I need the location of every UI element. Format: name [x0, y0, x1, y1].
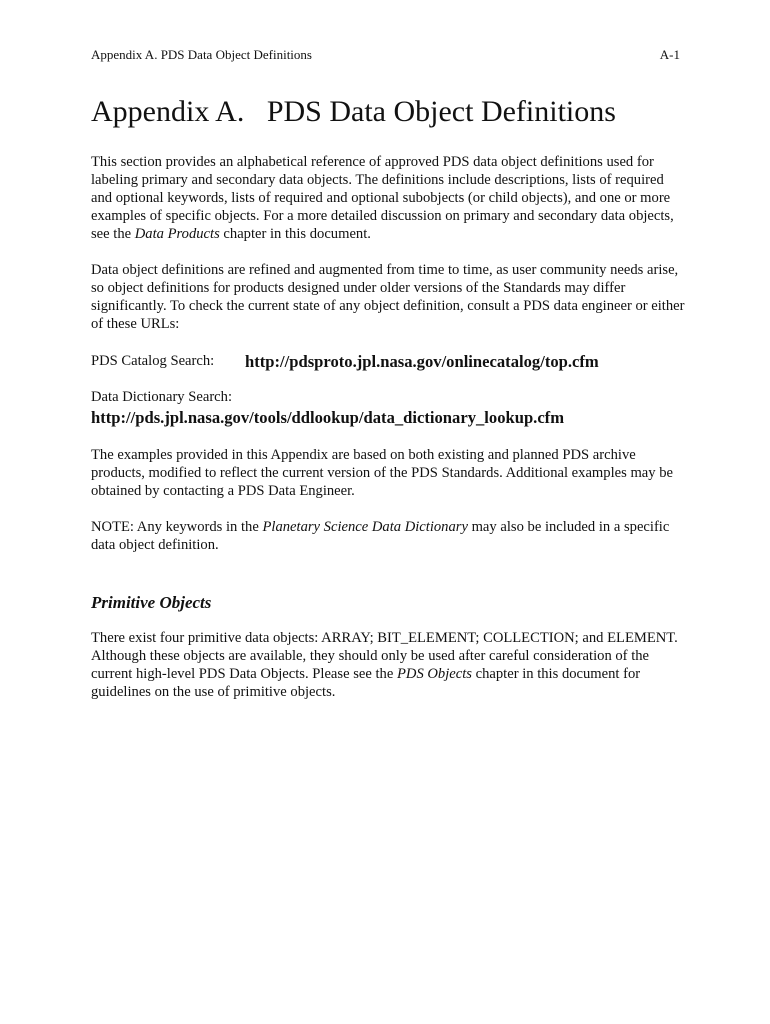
catalog-search-label: PDS Catalog Search: — [91, 353, 215, 369]
page-content — [91, 90, 686, 701]
dictionary-search-label: Data Dictionary Search: — [91, 389, 233, 405]
note-paragraph — [91, 518, 686, 554]
primitive-emphasis: PDS Objects — [396, 666, 472, 682]
page-title: Appendix A. PDS Data Object Definitions — [91, 95, 616, 128]
intro-emphasis: Data Products — [134, 226, 220, 242]
intro-text-1: This section provides an alphabetical reference of approved PDS data object definitions used for labeling primary and secondary data objects. The definitions include descriptions, lists of required and optional keywords, lists of required and optional subobjects (or child objects), and one or more examples of specific objects. For a more detailed discussion on primary and secondary data objects, see the — [91, 154, 674, 242]
primitive-text-1: There exist four primitive data objects: ARRAY; BIT_ELEMENT; COLLECTION; and ELEMENT. Although these objects are available, they should only be used after careful consideration of the current high-level PDS Data Objects. Please see the — [91, 630, 678, 682]
primitive-text-2: chapter in this document for guidelines on the use of primitive objects. — [91, 666, 641, 700]
primitive-paragraph — [91, 629, 686, 701]
running-header-title: Appendix A. PDS Data Object Definitions — [91, 47, 312, 62]
catalog-search-url[interactable]: http://pdsproto.jpl.nasa.gov/onlinecatalog/top.cfm — [245, 352, 599, 371]
note-text-2: may also be included in a specific data object definition. — [91, 519, 670, 553]
intro-text-2: chapter in this document. — [219, 226, 371, 242]
note-text-1: NOTE: Any keywords in the — [91, 519, 263, 535]
catalog-search-line — [91, 352, 686, 372]
refinement-paragraph: Data object definitions are refined and augmented from time to time, as user community needs arise, so object definitions for products designed under older versions of the Standards may differ significantly. To check the current state of any object definition, consult a PDS data engineer or either of these URLs: — [91, 262, 685, 332]
dictionary-search-url[interactable]: http://pds.jpl.nasa.gov/tools/ddlookup/data_dictionary_lookup.cfm — [91, 408, 565, 427]
note-emphasis: Planetary Science Data Dictionary — [262, 519, 468, 535]
primitive-objects-heading: Primitive Objects — [91, 593, 212, 612]
running-header — [91, 46, 680, 64]
page-number: A-1 — [659, 47, 680, 62]
examples-paragraph: The examples provided in this Appendix are based on both existing and planned PDS archive products, modified to reflect the current version of the PDS Standards. Additional examples may be obtained by contacting a PDS Data Engineer. — [91, 447, 673, 499]
intro-paragraph — [91, 153, 686, 243]
